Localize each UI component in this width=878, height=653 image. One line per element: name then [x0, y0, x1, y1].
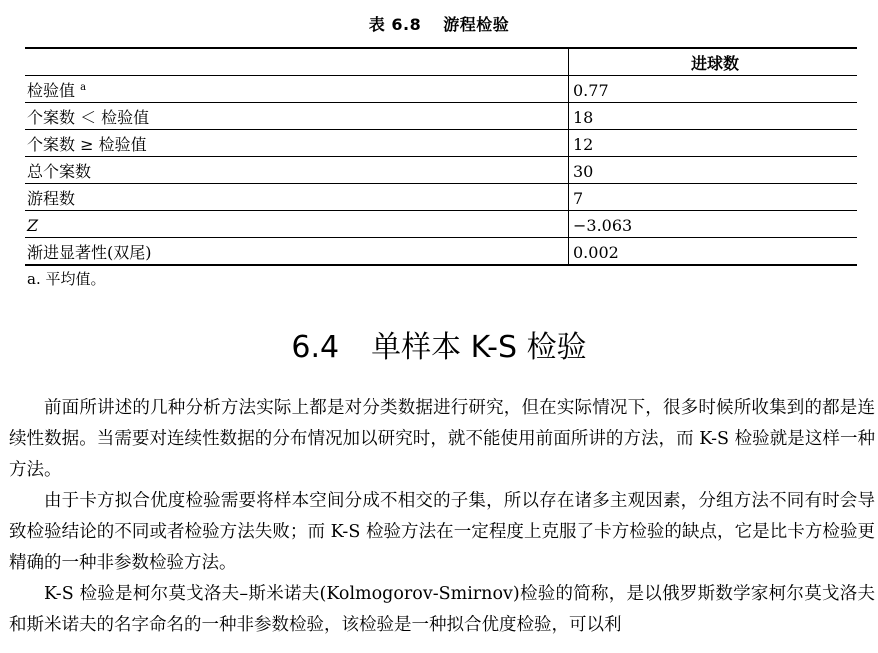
section-number: 6.4	[291, 330, 340, 365]
table-title: 游程检验	[443, 15, 510, 34]
row-value: −3.063	[569, 211, 858, 238]
row-value: 12	[569, 130, 858, 157]
footnote-marker: a	[80, 82, 87, 93]
table-row	[25, 238, 857, 266]
row-label: 渐进显著性(双尾)	[25, 238, 569, 266]
row-label: 个案数 ＜ 检验值	[25, 103, 569, 130]
row-value: 0.002	[569, 238, 858, 266]
row-label: 个案数 ≥ 检验值	[25, 130, 569, 157]
table-row	[25, 184, 857, 211]
row-value: 7	[569, 184, 858, 211]
paragraph: K-S 检验是柯尔莫戈洛夫–斯米诺夫(Kolmogorov-Smirnov)检验的简称，是以俄罗斯数学家柯尔莫戈洛夫和斯米诺夫的名字命名的一种非参数检验，该检验是一种拟合优度检验，可以利	[9, 584, 875, 635]
table-row	[25, 103, 857, 130]
table-caption	[0, 12, 878, 35]
table-number: 表 6.8	[368, 15, 422, 34]
row-value: 30	[569, 157, 858, 184]
row-value: 18	[569, 103, 858, 130]
paragraph: 前面所讲述的几种分析方法实际上都是对分类数据进行研究，但在实际情况下，很多时候所收集到的都是连续性数据。当需要对连续性数据的分布情况加以研究时，就不能使用前面所讲的方法，而 K-S 检验就是这样一种方法。	[9, 398, 875, 480]
runs-test-table	[25, 47, 857, 266]
section-title: 单样本 K-S 检验	[371, 330, 587, 365]
row-label: 检验值 $^a$	[25, 76, 569, 103]
paragraph: 由于卡方拟合优度检验需要将样本空间分成不相交的子集，所以存在诸多主观因素，分组方法不同有时会导致检验结论的不同或者检验方法失败；而 K-S 检验方法在一定程度上克服了卡方检验的缺点，它是比卡方检验更精确的一种非参数检验方法。	[9, 491, 875, 573]
section-heading	[0, 322, 878, 366]
row-value: 0.77	[569, 76, 858, 103]
row-label: Z	[25, 211, 569, 238]
table-row	[25, 130, 857, 157]
table-row	[25, 76, 857, 103]
table-footnote: a. 平均值。	[27, 270, 106, 288]
table-row	[25, 157, 857, 184]
table-header-row	[25, 48, 857, 76]
table-row	[25, 211, 857, 238]
column-header: 进球数	[569, 48, 858, 76]
row-label: 游程数	[25, 184, 569, 211]
body-text	[9, 393, 875, 641]
header-empty-cell	[25, 48, 569, 76]
row-label: 总个案数	[25, 157, 569, 184]
